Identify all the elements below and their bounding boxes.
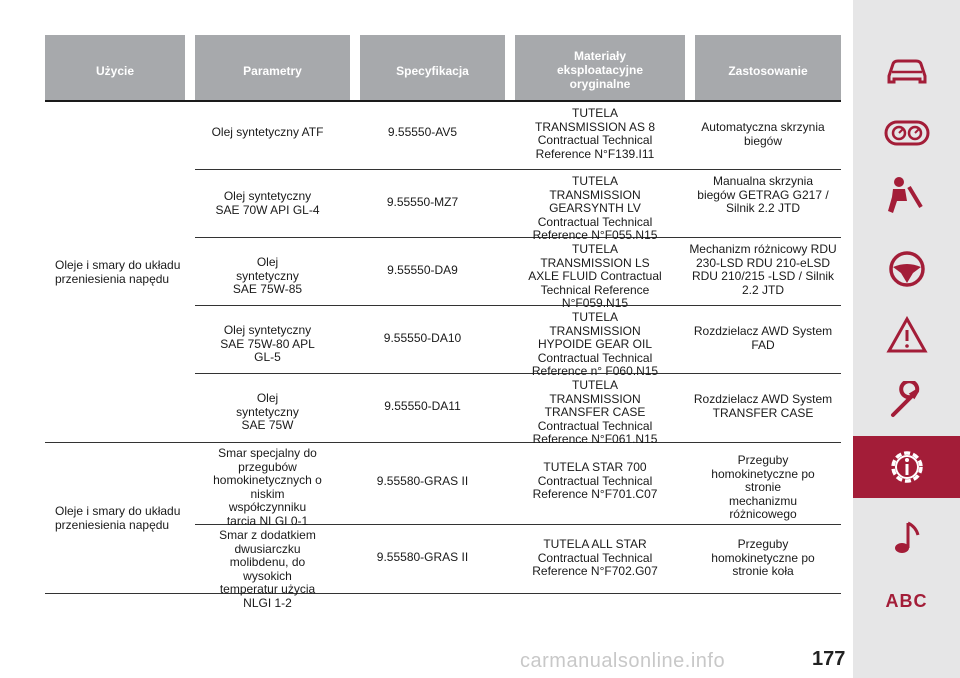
sidebar-item-dashboard[interactable] [853,102,960,164]
spec-cell: 9.55580-GRAS II [376,550,469,564]
application-cell: Automatyczna skrzynia biegów [701,120,825,148]
wrench-icon [887,381,927,421]
header-usage: Użycie [45,35,185,100]
sidebar-item-safety[interactable] [853,164,960,226]
param-cell: Olej syntetyczny SAE 70W API GL-4 [215,189,320,217]
table-row [195,306,841,378]
sidebar-item-technical-data[interactable] [853,436,960,498]
application-cell: Mechanizm różnicowy RDU 230-LSD RDU 210-eLSD RDU 210/215 -LSD / Silnik 2.2 JTD [689,242,837,297]
spec-cell: 9.55550-DA10 [383,331,462,345]
chapter-sidebar [853,0,960,678]
header-original-materials: Materiały eksploatacyjne oryginalne [515,35,685,100]
sidebar-item-maintenance[interactable] [853,370,960,432]
lubricants-table [45,35,841,610]
material-cell: TUTELA TRANSMISSION AS 8 Contractual Technical Reference N°F139.I11 [534,106,656,161]
group-usage: Oleje i smary do układu przeniesienia napędu [55,258,181,286]
sidebar-item-driving[interactable] [853,238,960,300]
material-cell: TUTELA TRANSMISSION HYPOIDE GEAR OIL Contractual Technical Reference n° F060.N15 [531,310,659,378]
header-application: Zastosowanie [695,35,841,100]
music-note-icon [892,519,922,555]
table-row [195,170,841,242]
sidebar-item-car[interactable] [853,40,960,102]
table-row [195,525,841,610]
param-cell: Smar z dodatkiem dwusiarczku molibdenu, do wysokich temperatur użycia NLGI 1-2 [219,528,316,610]
sidebar-item-multimedia[interactable] [853,506,960,568]
table-row [195,374,841,446]
material-cell: TUTELA TRANSMISSION GEARSYNTH LV Contractual Technical Reference N°F055.N15 [532,174,658,242]
watermark: carmanualsonline.info [520,650,726,672]
application-cell: Przeguby homokinetyczne po stronie mechanizmu różnicowego [711,453,815,521]
table-row [195,443,841,528]
page-number: 177 [812,648,846,670]
material-cell: TUTELA TRANSMISSION LS AXLE FLUID Contractual Technical Reference N°F059.N15 [528,242,662,310]
sidebar-item-warnings[interactable] [853,304,960,366]
sidebar-item-index[interactable] [853,570,960,632]
header-specification: Specyfikacja [360,35,505,100]
application-cell: Przeguby homokinetyczne po stronie koła [711,537,815,578]
spec-cell: 9.55550-DA9 [387,263,458,277]
group-usage: Oleje i smary do układu przeniesienia napędu [55,504,181,532]
seatbelt-person-icon [885,175,929,215]
material-cell: TUTELA STAR 700 Contractual Technical Reference N°F701.C07 [532,460,658,501]
info-gear-icon [885,445,929,489]
warning-triangle-icon [886,316,928,354]
spec-cell: 9.55550-AV5 [387,125,458,139]
param-cell: Olej syntetyczny ATF [211,125,324,139]
spec-cell: 9.55550-DA11 [384,399,461,413]
abc-label: ABC [885,590,928,611]
param-cell: Olej syntetyczny SAE 75W [236,391,299,432]
application-cell: Rozdzielacz AWD System FAD [693,324,833,352]
spec-cell: 9.55580-GRAS II [376,474,469,488]
table-group [45,443,841,610]
application-cell: Manualna skrzynia biegów GETRAG G217 / Silnik 2.2 JTD [697,174,829,215]
material-cell: TUTELA ALL STAR Contractual Technical Reference N°F702.G07 [532,537,658,578]
table-header [45,35,841,100]
spec-cell: 9.55550-MZ7 [386,195,459,209]
table-row [195,238,841,310]
material-cell: TUTELA TRANSMISSION TRANSFER CASE Contractual Technical Reference N°F061.N15 [532,378,658,446]
param-cell: Smar specjalny do przegubów homokinetycznych o niskim współczynniku tarcia NLGI 0-1 [213,446,322,528]
header-parameters: Parametry [195,35,350,100]
table-row [195,102,841,170]
dashboard-gauges-icon [883,118,931,148]
param-cell: Olej syntetyczny SAE 75W-85 [232,255,303,296]
car-icon [884,56,930,86]
table-group [45,102,841,446]
steering-wheel-icon [887,249,927,289]
param-cell: Olej syntetyczny SAE 75W-80 APL GL-5 [220,323,315,364]
application-cell: Rozdzielacz AWD System TRANSFER CASE [693,392,833,420]
